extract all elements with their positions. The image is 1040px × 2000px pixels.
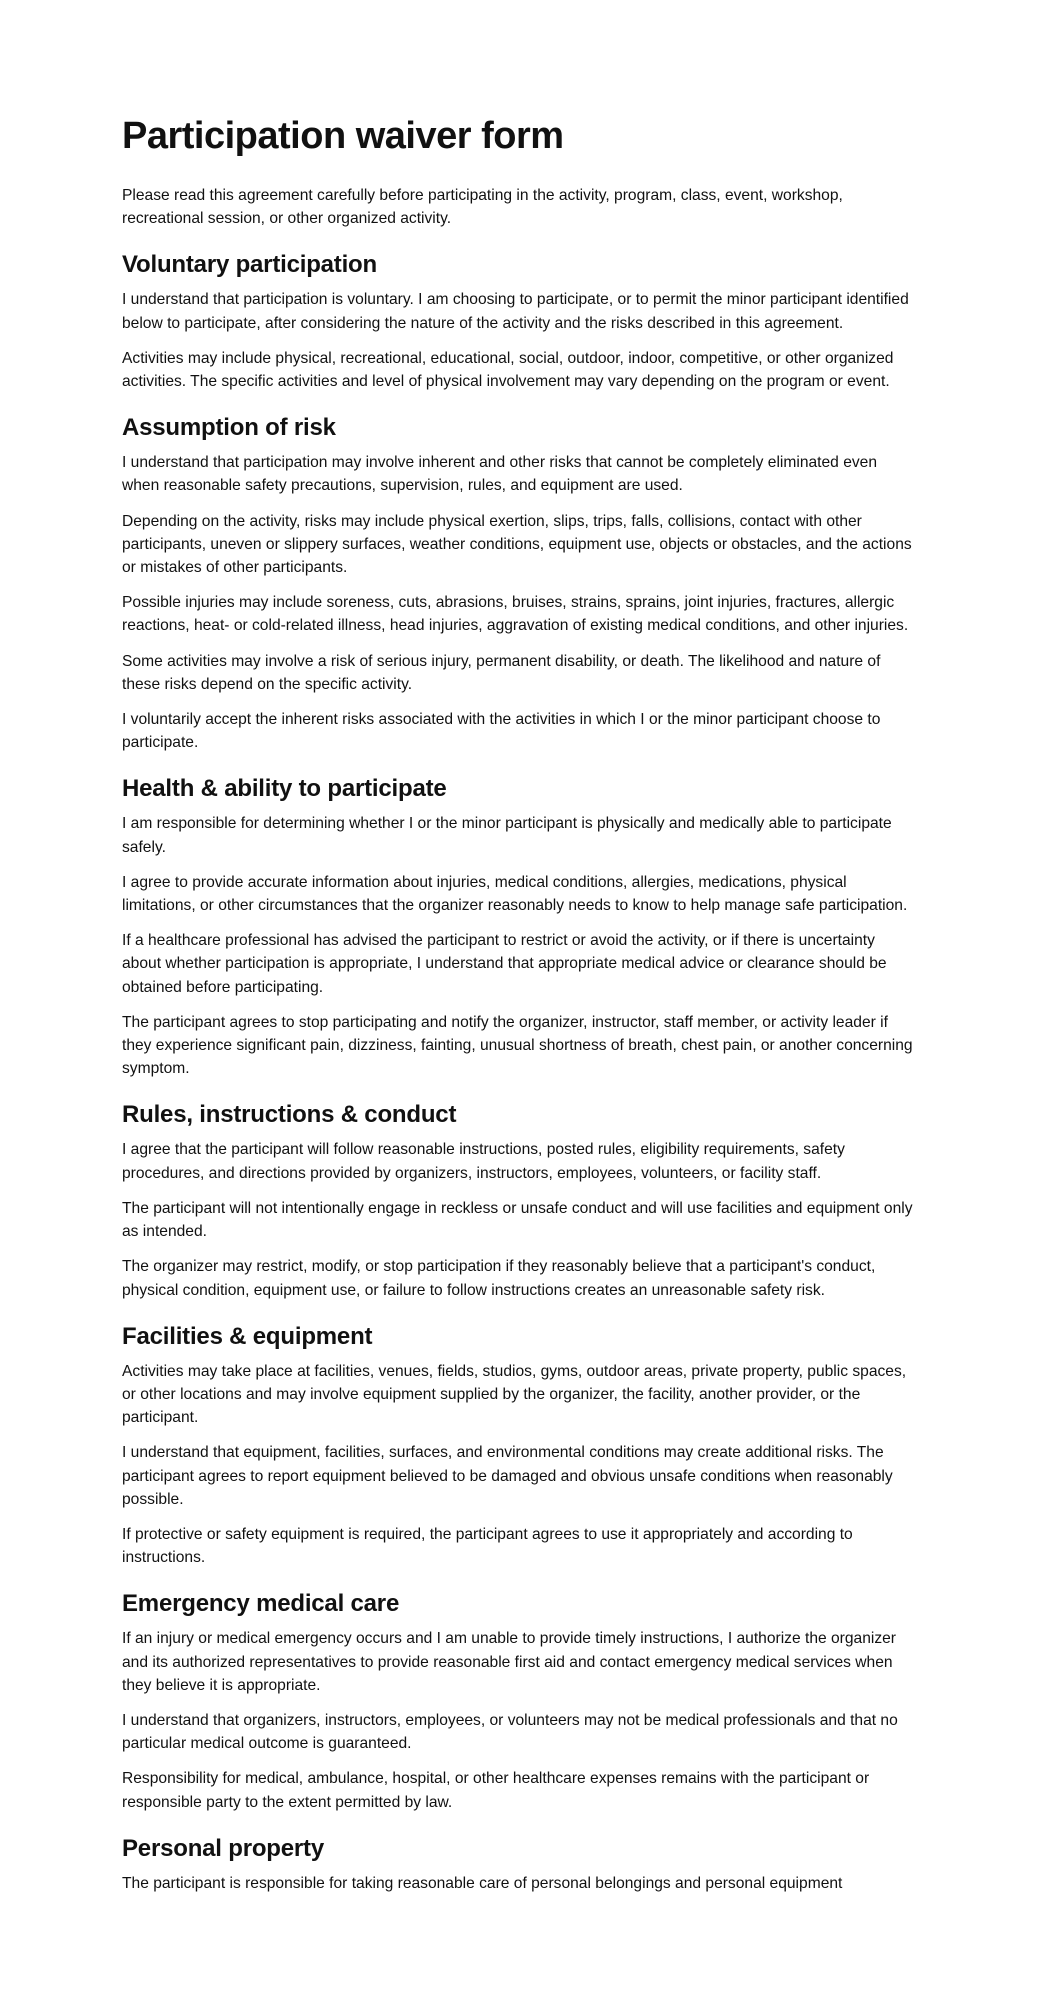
section-heading: Rules, instructions & conduct <box>122 1101 457 1129</box>
section-heading: Voluntary participation <box>122 251 377 279</box>
section-emergency-medical-care <box>122 1589 914 1813</box>
section-personal-property <box>122 1834 914 1895</box>
section-heading: Health & ability to participate <box>122 775 447 803</box>
section-paragraph: The organizer may restrict, modify, or stop participation if they reasonably believe that a participant's conduct, physical condition, equipment use, or failure to follow instructions creates an unreasonable safety risk. <box>122 1258 876 1299</box>
section-paragraph: Depending on the activity, risks may include physical exertion, slips, trips, falls, collisions, contact with other participants, uneven or slippery surfaces, weather conditions, equipment use, objects or obstacles, and the actions or mistakes of other participants. <box>122 512 912 577</box>
section-paragraph: The participant agrees to stop participating and notify the organizer, instructor, staff member, or activity leader if they experience significant pain, dizziness, fainting, unusual shortness of breath, chest pain, or another concerning symptom. <box>122 1013 913 1078</box>
waiver-sections <box>122 250 914 1895</box>
section-paragraph: I agree to provide accurate information about injuries, medical conditions, allergies, medications, physical limitations, or other circumstances that the organizer reasonably needs to know to help manage safe participation. <box>122 873 908 915</box>
section-paragraph: The participant will not intentionally engage in reckless or unsafe conduct and will use facilities and equipment only as intended. <box>122 1199 913 1241</box>
section-facilities-and-equipment <box>122 1322 914 1570</box>
section-paragraph: I understand that equipment, facilities, surfaces, and environmental conditions may create additional risks. The participant agrees to report equipment believed to be damaged and obvious unsafe conditions when reasonably possible. <box>122 1444 893 1508</box>
section-paragraph: I understand that participation is voluntary. I am choosing to participate, or to permit the minor participant identified below to participate, after considering the nature of the activity and the risks described in this agreement. <box>122 291 909 332</box>
section-paragraph: I am responsible for determining whether I or the minor participant is physically and medically able to participate safely. <box>122 815 892 856</box>
section-paragraph: I understand that organizers, instructors, employees, or volunteers may not be medical professionals and that no particular medical outcome is guaranteed. <box>122 1711 898 1753</box>
section-paragraph: The participant is responsible for taking reasonable care of personal belongings and personal equipment <box>122 1874 843 1892</box>
section-heading: Personal property <box>122 1834 324 1862</box>
section-heading: Assumption of risk <box>122 414 336 442</box>
section-paragraph: I agree that the participant will follow reasonable instructions, posted rules, eligibility requirements, safety procedures, and directions provided by organizers, instructors, employees, volunteers, or facility staff. <box>122 1141 845 1182</box>
intro-paragraph: Please read this agreement carefully before participating in the activity, program, class, event, workshop, recreational session, or other organized activity. <box>122 187 843 228</box>
section-heading: Facilities & equipment <box>122 1322 373 1350</box>
section-health-and-ability-to-participate <box>122 774 914 1080</box>
section-voluntary-participation <box>122 250 914 393</box>
section-heading: Emergency medical care <box>122 1590 400 1618</box>
section-paragraph: If an injury or medical emergency occurs and I am unable to provide timely instructions, I authorize the organizer and its authorized representatives to provide reasonable first aid and contact emergency medical services when they believe it is appropriate. <box>122 1630 896 1694</box>
section-paragraph: Activities may include physical, recreational, educational, social, outdoor, indoor, competitive, or other organized activities. The specific activities and level of physical involvement may vary depending on the program or event. <box>122 349 894 391</box>
section-paragraph: I voluntarily accept the inherent risks associated with the activities in which I or the minor participant choose to participate. <box>122 711 881 752</box>
section-paragraph: Some activities may involve a risk of serious injury, permanent disability, or death. The likelihood and nature of these risks depend on the specific activity. <box>122 652 881 693</box>
section-paragraph: Activities may take place at facilities, venues, fields, studios, gyms, outdoor areas, private property, public spaces, or other locations and may involve equipment supplied by the organizer, the facility, another provider, or the participant. <box>122 1362 907 1427</box>
section-paragraph: I understand that participation may involve inherent and other risks that cannot be completely eliminated even when reasonable safety precautions, supervision, rules, and equipment are used. <box>122 454 878 495</box>
page-title: Participation waiver form <box>122 115 564 157</box>
section-assumption-of-risk <box>122 413 914 754</box>
section-paragraph: If protective or safety equipment is required, the participant agrees to use it appropriately and according to instructions. <box>122 1525 853 1567</box>
waiver-document <box>122 110 914 1895</box>
section-rules-instructions-and-conduct <box>122 1100 914 1301</box>
section-paragraph: Possible injuries may include soreness, cuts, abrasions, bruises, strains, sprains, joint injuries, fractures, allergic reactions, heat- or cold-related illness, head injuries, aggravation of existing medical conditions, and other injuries. <box>122 594 909 635</box>
section-paragraph: If a healthcare professional has advised the participant to restrict or avoid the activity, or if there is uncertainty about whether participation is appropriate, I understand that appropriate medical advice or clearance should be obtained before participating. <box>122 932 887 996</box>
section-paragraph: Responsibility for medical, ambulance, hospital, or other healthcare expenses remains with the participant or responsible party to the extent permitted by law. <box>122 1770 870 1811</box>
